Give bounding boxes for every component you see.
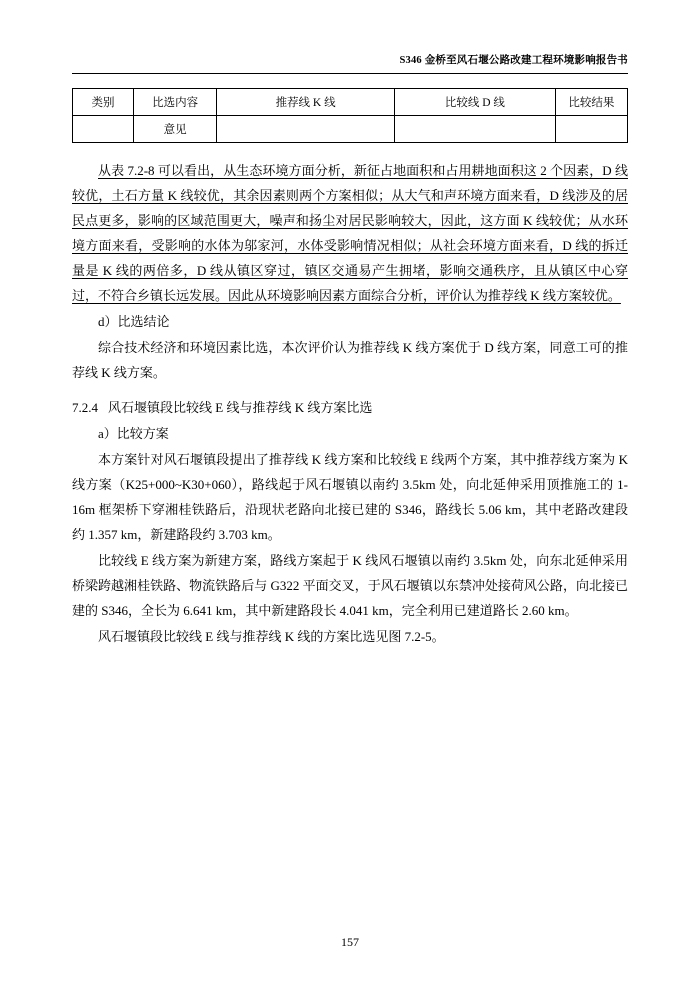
table-cell	[555, 116, 627, 143]
table-cell	[394, 116, 555, 143]
paragraph-figure-reference: 风石堰镇段比较线 E 线与推荐线 K 线的方案比选见图 7.2-5。	[98, 628, 445, 644]
table-header-row	[73, 89, 628, 116]
page-number: 157	[341, 935, 359, 949]
paragraph-conclusion-label: d）比选结论	[98, 313, 170, 329]
section-title: 风石堰镇段比较线 E 线与推荐线 K 线方案比选	[108, 399, 373, 415]
table-cell: 意见	[134, 116, 217, 143]
paragraph-analysis-summary: 从表 7.2-8 可以看出，从生态环境方面分析，新征占地面积和占用耕地面积这 2 个因素，D 线较优，土石方量 K 线较优，其余因素则两个方案相似；从大气和声环境方面来看，D 线涉及的居民点更多，影响的区域范围更大，噪声和扬尘对居民影响较大，因此，这方面 K 线较优；从水环境方面来看，受影响的水体为邬家河，水体受影响情况相似；从社会环境方面来看，D 线的拆迁量是 K 线的两倍多，D 线从镇区穿过，镇区交通易产生拥堵，影响交通秩序，且从镇区中心穿过，不符合乡镇长远发展。因此从环境影响因素方面综合分析，评价认为推荐线 K 线方案较优。	[72, 163, 628, 303]
paragraph-scheme-label: a）比较方案	[98, 426, 169, 442]
table-cell	[73, 116, 134, 143]
table-row	[73, 116, 628, 143]
table-header-cell: 推荐线 K 线	[217, 89, 395, 116]
paragraph-scheme-k: 本方案针对风石堰镇段提出了推荐线 K 线方案和比较线 E 线两个方案，其中推荐线方案为 K 线方案（K25+000~K30+060），路线起于风石堰镇以南约 3.5km 处，向北延伸采用顶推施工的 1-16m 框架桥下穿湘桂铁路后，沿现状老路向北接已建的 S346，路线长 5.06 km，其中老路改建段约 1.357 km，新建路段约 3.703 km。	[72, 452, 628, 543]
table-cell	[217, 116, 395, 143]
section-heading	[72, 396, 628, 421]
running-header: S346 金桥至风石堰公路改建工程环境影响报告书	[399, 55, 628, 66]
comparison-table	[72, 88, 628, 143]
table-header-cell: 比较线 D 线	[394, 89, 555, 116]
paragraph-conclusion: 综合技术经济和环境因素比选，本次评价认为推荐线 K 线方案优于 D 线方案，同意工可的推荐线 K 线方案。	[72, 339, 628, 380]
table-header-cell: 比较结果	[555, 89, 627, 116]
table-header-cell: 比选内容	[134, 89, 217, 116]
section-number: 7.2.4	[72, 399, 98, 415]
header-divider	[72, 73, 628, 74]
table-header-cell: 类别	[73, 89, 134, 116]
paragraph-scheme-e: 比较线 E 线方案为新建方案，路线方案起于 K 线风石堰镇以南约 3.5km 处，向东北延伸采用桥梁跨越湘桂铁路、物流铁路后与 G322 平面交叉，于风石堰镇以东禁冲处接荷风公路，向北接已建的 S346，全长为 6.641 km，其中新建路段长 4.041 km，完全利用已建道路长 2.60 km。	[72, 553, 628, 618]
